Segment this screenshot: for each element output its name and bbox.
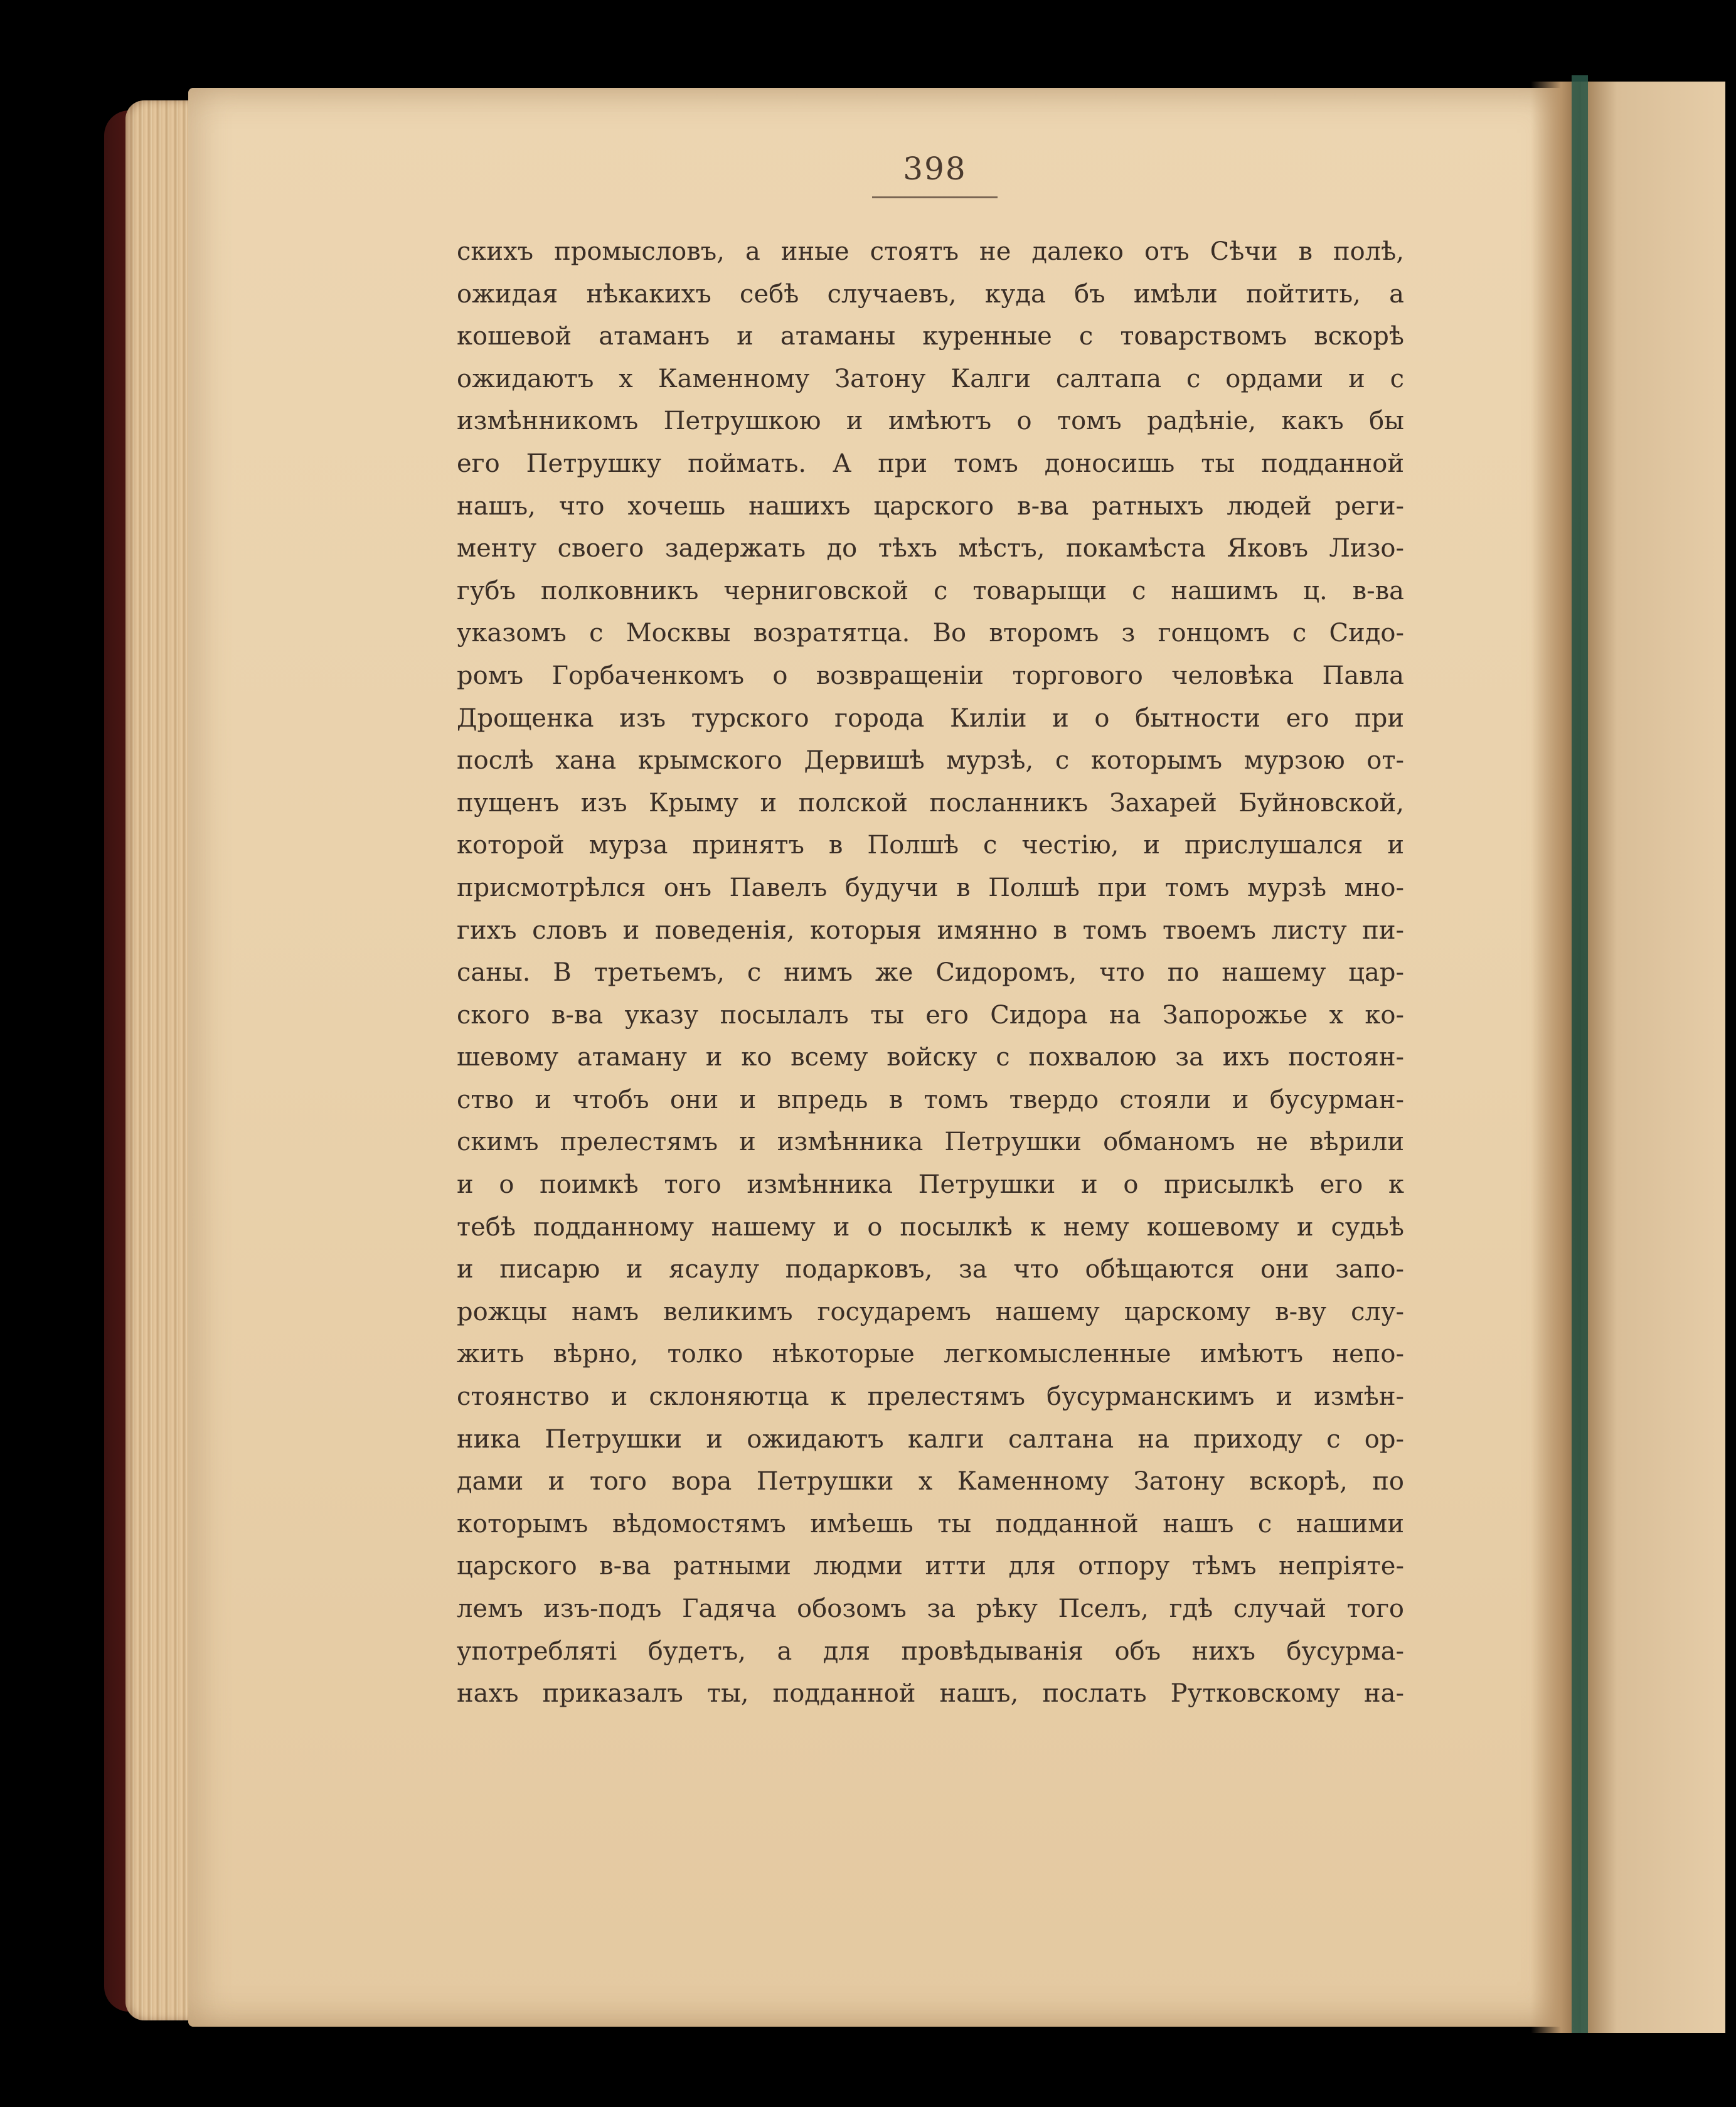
text-line: скимъ прелестямъ и измѣнника Петрушки обманомъ не вѣрили <box>457 1128 1404 1157</box>
text-line: стоянство и склоняютца к прелестямъ бусурманскимъ и измѣн- <box>457 1382 1404 1412</box>
binding-strip <box>1572 75 1588 2033</box>
text-line: шевому атаману и ко всему войску с похвалою за ихъ постоян- <box>457 1043 1404 1072</box>
text-line: которымъ вѣдомостямъ имѣешь ты подданной нашъ с нашими <box>457 1509 1404 1539</box>
text-line: присмотрѣлся онъ Павелъ будучи в Полшѣ при томъ мурзѣ мно- <box>457 873 1404 902</box>
page-number: 398 <box>903 151 967 187</box>
text-line: кошевой атаманъ и атаманы куренные с товарствомъ вскорѣ <box>457 322 1404 351</box>
text-line: ожидаютъ х Каменному Затону Калги салтапа с ордами и с <box>457 364 1404 393</box>
text-line: употреблятi будетъ, а для провѣдыванiя объ нихъ бусурма- <box>457 1636 1404 1666</box>
text-line: тебѣ подданному нашему и о посылкѣ к нему кошевому и судьѣ <box>457 1212 1404 1242</box>
text-line: гихъ словъ и поведенія, которыя имянно в томъ твоемъ листу пи- <box>457 915 1404 945</box>
facing-page-edge <box>1581 82 1725 2033</box>
text-line: его Петрушку поймать. А при томъ доносишь ты подданной <box>457 449 1404 478</box>
text-line: скихъ промысловъ, а иные стоятъ не далеко отъ Сѣчи в полѣ, <box>457 237 1404 266</box>
text-line: пущенъ изъ Крыму и полской посланникъ Захарей Буйновской, <box>457 788 1404 818</box>
text-line: губъ полковникъ черниговской с товарыщи с нашимъ ц. в-ва <box>457 576 1404 605</box>
text-line: ство и чтобъ они и впредь в томъ твердо стояли и бусурман- <box>457 1085 1404 1114</box>
text-line: жить вѣрно, толко нѣкоторые легкомысленные имѣютъ непо- <box>457 1340 1404 1369</box>
text-line: и о поимкѣ того измѣнника Петрушки и о присылкѣ его к <box>457 1170 1404 1200</box>
text-line: ромъ Горбаченкомъ о возвращеніи торгового человѣка Павла <box>457 661 1404 690</box>
text-line: ского в-ва указу посылалъ ты его Сидора на Запорожье х ко- <box>457 1000 1404 1030</box>
text-line: ника Петрушки и ожидаютъ калги салтана на приходу с ор- <box>457 1424 1404 1454</box>
text-line: которой мурза принятъ в Полшѣ с честію, и прислушался и <box>457 831 1404 860</box>
text-line: и писарю и ясаулу подарковъ, за что обѣщаются они запо- <box>457 1255 1404 1284</box>
text-line: нахъ приказалъ ты, подданной нашъ, послать Рутковскому на- <box>457 1679 1404 1709</box>
text-line: послѣ хана крымского Дервишѣ мурзѣ, с которымъ мурзою от- <box>457 746 1404 776</box>
text-line: Дрощенка изъ турского города Килiи и о бытности его при <box>457 703 1404 733</box>
text-line: измѣнникомъ Петрушкою и имѣютъ о томъ радѣніе, какъ бы <box>457 407 1404 436</box>
header-rule <box>872 196 998 198</box>
text-line: лемъ изъ-подъ Гадяча обозомъ за рѣку Пселъ, гдѣ случай того <box>457 1594 1404 1623</box>
text-line: менту своего задержать до тѣхъ мѣстъ, покамѣста Яковъ Лизо- <box>457 534 1404 563</box>
text-line: нашъ, что хочешь нашихъ царского в-ва ратныхъ людей реги- <box>457 491 1404 521</box>
text-line: ожидая нѣкакихъ себѣ случаевъ, куда бъ имѣли пойтить, а <box>457 279 1404 309</box>
body-text <box>457 231 1404 1715</box>
text-line: саны. В третьемъ, с нимъ же Сидоромъ, что по нашему цар- <box>457 958 1404 988</box>
text-line: рожцы намъ великимъ государемъ нашему царскому в-ву слу- <box>457 1297 1404 1326</box>
text-line: указомъ с Москвы возратятца. Во второмъ з гонцомъ с Сидо- <box>457 619 1404 648</box>
text-line: дами и того вора Петрушки х Каменному Затону вскорѣ, по <box>457 1467 1404 1496</box>
text-line: царского в-ва ратными людми итти для отпору тѣмъ непріяте- <box>457 1552 1404 1581</box>
